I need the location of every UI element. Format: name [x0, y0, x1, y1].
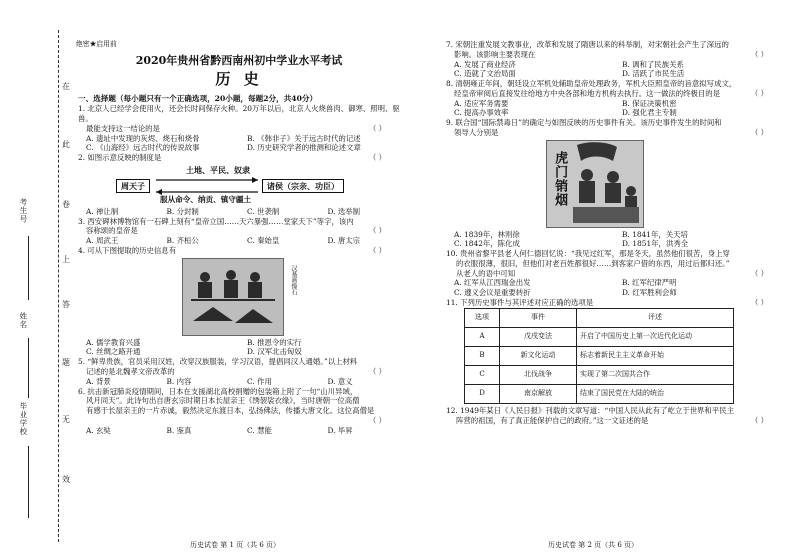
option-c: C. 造就了文治局面: [454, 69, 516, 79]
question-stem: 有感于长屋亲王的一片赤诚，毅然决定东渡日本，弘扬佛法，传播大唐文化。这位高僧是: [86, 406, 375, 416]
image-caption: 虎门销烟: [552, 150, 568, 207]
option-b: B. 鉴真: [166, 425, 192, 435]
option-b: B. 推恩令的实行: [247, 337, 302, 347]
answer-paren: （ ）: [750, 49, 768, 59]
school-label: 毕业学校: [18, 402, 28, 436]
seal-char: 题: [62, 358, 70, 367]
question-stem: 6. 抗击新冠肺炎疫情期间，日本在支援湖北高校捐赠的包装箱上附了一句“山川异域，: [78, 386, 358, 396]
question-stem: 从老人的语中可知: [456, 268, 516, 278]
question-stem: 的衣服很薄，很旧，但他们对老百姓都很好……到客家户借的东西，用过后都归还。”: [456, 258, 730, 268]
answer-paren: （ ）: [368, 367, 386, 377]
option-d: D. 历史研究学者的推测和论述文章: [247, 143, 361, 153]
option-d: D. 强化君主专制: [622, 108, 677, 118]
answer-paren: （ ）: [368, 415, 386, 425]
question-6: [78, 387, 400, 436]
answer-paren: （ ）: [750, 415, 768, 425]
question-stem: 最能支持这一结论的是: [86, 123, 160, 133]
question-8: [446, 79, 782, 118]
table-cell: 结束了国民党在大陆的统治: [577, 384, 734, 403]
page-footer-left: 历史试卷 第 1 页（共 6 页）: [190, 541, 281, 549]
stone-relief-image: [182, 258, 297, 336]
question-stem: 1. 北京人已经学会使用火，还会长时间保存火种。20万年以后，北京人火烧兽肉、御寒、照明、驱兽。: [78, 104, 400, 124]
option-d: D. 红军胜利会师: [622, 288, 677, 298]
table-header-row: [465, 308, 734, 327]
option-b: B. 调和了民族关系: [622, 59, 684, 69]
question-stem: 4. 可从下图提取的历史信息有: [78, 245, 177, 255]
table-cell: 开启了中国历史上第一次近代化运动: [577, 327, 734, 346]
name-line: [28, 338, 29, 398]
table-cell: 北伐战争: [500, 365, 577, 384]
seal-char: 上: [62, 255, 70, 264]
question-3: [78, 217, 400, 246]
exam-number-label: 考生号: [18, 198, 28, 224]
option-a: A. 禅让制: [86, 206, 119, 216]
exam-number-line: [28, 236, 29, 300]
question-stem: 10. 贵州省黎平县老人何仁德回忆说：“我见过红军，那是冬天，虽然他们很苦，身上穿: [446, 249, 730, 259]
option-c: C. 《山海经》远古时代的传说故事: [86, 143, 200, 153]
question-4: [78, 246, 400, 357]
seal-char: 效: [62, 475, 70, 484]
right-page: [446, 40, 782, 425]
option-b: B. 红军纪律严明: [622, 278, 677, 288]
question-9: [446, 118, 782, 249]
question-stem: 5. “鲜卑贵族，官员采用汉姓，改穿汉族服装，学习汉语，提倡同汉人通婚。”以上材料: [78, 357, 358, 367]
table-header: 选项: [465, 308, 500, 327]
table-row: [465, 365, 734, 384]
seal-char: 此: [62, 140, 70, 149]
option-b: B. 齐桓公: [166, 236, 199, 246]
table-cell: B: [465, 346, 500, 365]
option-d: D. 活跃了市民生活: [622, 69, 685, 79]
seal-char: 在: [62, 82, 70, 91]
option-d: D. 意义: [327, 376, 353, 386]
option-c: C. 遵义会议是重要转折: [454, 288, 531, 298]
question-stem: 记述的是北魏孝文帝改革的: [86, 367, 175, 377]
table-cell: 戊戌变法: [500, 327, 577, 346]
question-stem: 容称颂的皇帝是: [86, 226, 138, 236]
table-cell: 标志着新民主主义革命开始: [577, 346, 734, 365]
option-c: C. 提高办事效率: [454, 108, 509, 118]
option-a: A. 适应军务需要: [454, 98, 509, 108]
table-row: [465, 346, 734, 365]
question-2: [78, 153, 400, 217]
diagram-top-label: 土地、平民、奴隶: [186, 164, 250, 175]
option-a: A. 背景: [86, 376, 111, 386]
option-c: C. 秦始皇: [247, 236, 280, 246]
option-d: D. 毕昇: [327, 425, 353, 435]
diagram-left-box: 周天子: [116, 179, 150, 194]
question-stem: 3. 西安碑林博物馆有一石碑上刻有“皇帝立国……天六暴强……堂家天下”等字，该内: [78, 216, 354, 226]
question-stem: 阵营的祖国，有了真正能保护自己的政府。”这一文证述的是: [456, 415, 649, 425]
answer-paren: （ ）: [750, 127, 768, 137]
seal-char: 无: [62, 415, 70, 424]
binding-dashed-line: [58, 30, 59, 542]
secret-label: 绝密★启用前: [76, 40, 117, 48]
table-row: [465, 384, 734, 403]
left-page: [78, 40, 400, 435]
option-a: A. 周武王: [86, 236, 119, 246]
answer-paren: （ ）: [368, 245, 386, 255]
school-line: [28, 446, 29, 518]
option-b: B. 分封制: [166, 206, 199, 216]
event-table: [464, 308, 734, 404]
option-b: B. 《韩非子》关于远古时代的记述: [247, 133, 361, 143]
table-row: [465, 327, 734, 346]
question-stem: 7. 宋朝注重发展文教事业，改革和发展了隋唐以来的科举制，对宋朝社会产生了深远的: [446, 40, 729, 49]
table-cell: C: [465, 365, 500, 384]
question-stem: 领导人分别是: [454, 127, 499, 137]
option-b: B. 内容: [166, 376, 192, 386]
option-c: C. 作用: [247, 376, 272, 386]
question-stem: 影响。该影响主要表现在: [454, 49, 536, 59]
option-a: A. 1839年，林则徐: [454, 229, 520, 239]
seal-char: 答: [62, 300, 70, 309]
image-caption: 汉墓画像石: [290, 264, 297, 295]
exam-title: 2020年贵州省黔西南州初中学业水平考试: [135, 53, 343, 67]
question-stem: 9. 联合国“国际禁毒日”的确定与如图反映的历史事件有关。该历史事件发生的时间和: [446, 118, 722, 128]
question-7: [446, 40, 782, 79]
answer-paren: （ ）: [750, 298, 768, 308]
table-cell: 实现了第二次国共合作: [577, 365, 734, 384]
option-b: B. 保证决策机密: [622, 98, 677, 108]
question-1: [78, 104, 400, 153]
option-b: B. 1841年，关天培: [622, 229, 688, 239]
subject-title: 历 史: [215, 70, 263, 89]
option-d: D. 汉军北击匈奴: [247, 347, 302, 357]
option-a: A. 红军从江西瑞金出发: [454, 278, 531, 288]
name-label: 姓名: [18, 312, 28, 329]
section-heading: 一、选择题（每小题只有一个正确选项，20小题，每题2分，共40分）: [78, 94, 318, 104]
option-d: D. 选举制: [327, 206, 361, 216]
option-c: C. 世袭制: [247, 206, 280, 216]
option-a: A. 发展了商业经济: [454, 59, 516, 69]
table-cell: D: [465, 384, 500, 403]
answer-paren: （ ）: [368, 226, 386, 236]
fengjian-diagram: [78, 165, 400, 205]
option-a: A. 遗址中发现的灰烬、烧石和烧骨: [86, 133, 200, 143]
question-11: [446, 298, 782, 404]
table-cell: 南京解放: [500, 384, 577, 403]
option-c: C. 慧能: [247, 425, 272, 435]
option-c: C. 1842年，陈化成: [454, 239, 520, 249]
option-d: D. 唐太宗: [327, 236, 361, 246]
question-5: [78, 357, 400, 386]
question-10: [446, 249, 782, 298]
question-stem: 8. 清朝雍正年间，朝廷设立军机处辅助皇帝处理政务，军机大臣照皇帝的旨意拟写成文，: [446, 79, 737, 89]
answer-paren: （ ）: [750, 88, 768, 98]
diagram-right-box: 诸侯（宗亲、功臣）: [262, 179, 344, 194]
option-d: D. 1851年，洪秀全: [622, 239, 689, 249]
option-c: C. 丝绸之路开通: [86, 347, 141, 357]
question-stem: 经皇帝审阅后直接发往给地方中央各部和地方机构去执行。这一做法的终极目的是: [454, 88, 721, 98]
seal-char: 卷: [62, 200, 70, 209]
answer-paren: （ ）: [368, 153, 386, 163]
answer-paren: （ ）: [368, 123, 386, 133]
diagram-bottom-label: 服从命令、纳贡、镇守疆土: [160, 194, 252, 204]
page-footer-right: 历史试卷 第 2 页（共 6 页）: [548, 541, 639, 549]
question-stem: 2. 如图示意反映的制度是: [78, 153, 162, 163]
option-a: A. 玄奘: [86, 425, 111, 435]
table-cell: 新文化运动: [500, 346, 577, 365]
question-stem: 风月同天”。此诗句出自唐玄宗时期日本长屋亲王《绣袈裟衣缘》，当时唐朝一位高僧: [86, 396, 360, 406]
question-12: [446, 406, 782, 426]
relief-figures-icon: [183, 259, 283, 335]
humen-opium-image: [546, 140, 644, 228]
option-a: A. 儒学教育兴盛: [86, 337, 141, 347]
question-stem: 11. 下列历史事件与其评述对应正确的选项是: [446, 298, 594, 308]
table-header: 评述: [577, 308, 734, 327]
question-stem: 12. 1949年某日《人民日报》刊载的文章写道：“中国人民从此有了屹立于世界和平民主: [446, 405, 734, 415]
table-header: 事件: [500, 308, 577, 327]
table-cell: A: [465, 327, 500, 346]
answer-paren: （ ）: [750, 268, 768, 278]
